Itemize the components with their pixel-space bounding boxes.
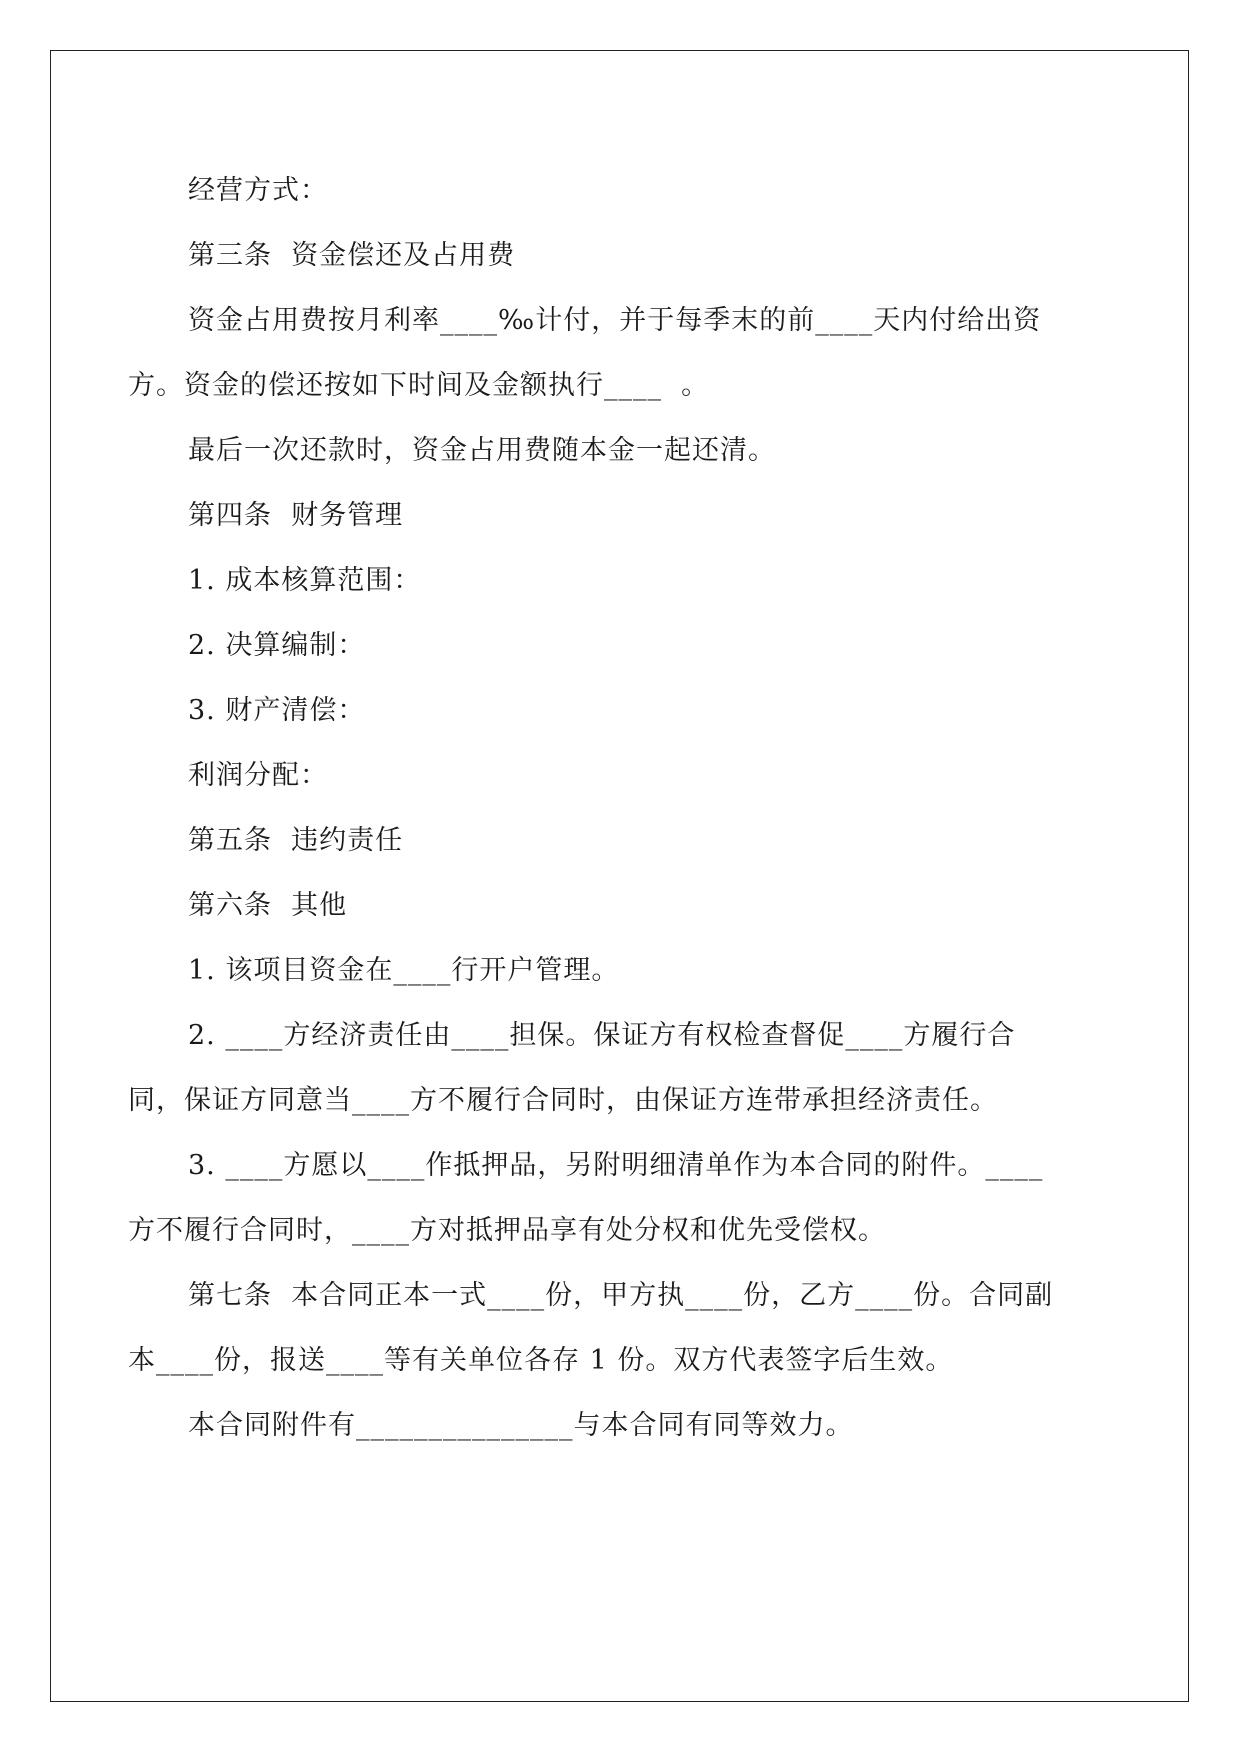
paragraph-guarantee: 2. ____方经济责任由____担保。保证方有权检查督促____方履行合同，保证方同意当____方不履行合同时，由保证方连带承担经济责任。 (128, 1020, 1016, 1116)
paragraph-profit-distribution: 利润分配： (188, 760, 328, 791)
paragraph-occupancy-fee: 资金占用费按月利率____‰计付，并于每季末的前____天内付给出资方。资金的偿还按如下时间及金额执行____ 。 (128, 305, 1042, 401)
paragraph-bank-account: 1. 该项目资金在____行开户管理。 (188, 955, 620, 986)
heading-article-5: 第五条 违约责任 (188, 825, 404, 856)
heading-article-3: 第三条 资金偿还及占用费 (188, 240, 516, 271)
paragraph-property-liquidation: 3. 财产清偿： (188, 695, 366, 726)
paragraph-final-repayment: 最后一次还款时，资金占用费随本金一起还清。 (188, 435, 776, 466)
heading-article-6: 第六条 其他 (188, 890, 348, 921)
paragraph-attachments: 本合同附件有_______________与本合同有同等效力。 (188, 1410, 854, 1441)
heading-article-4: 第四条 财务管理 (188, 500, 404, 531)
document-body (128, 158, 1068, 1458)
paragraph-business-mode: 经营方式： (188, 175, 328, 206)
paragraph-final-accounts: 2. 决算编制： (188, 630, 366, 661)
paragraph-cost-scope: 1. 成本核算范围： (188, 565, 422, 596)
paragraph-article-7-copies: 第七条 本合同正本一式____份，甲方执____份，乙方____份。合同副本____份，报送____等有关单位各存 1 份。双方代表签字后生效。 (128, 1280, 1054, 1376)
paragraph-collateral: 3. ____方愿以____作抵押品，另附明细清单作为本合同的附件。____方不履行合同时，____方对抵押品享有处分权和优先受偿权。 (128, 1150, 1044, 1246)
